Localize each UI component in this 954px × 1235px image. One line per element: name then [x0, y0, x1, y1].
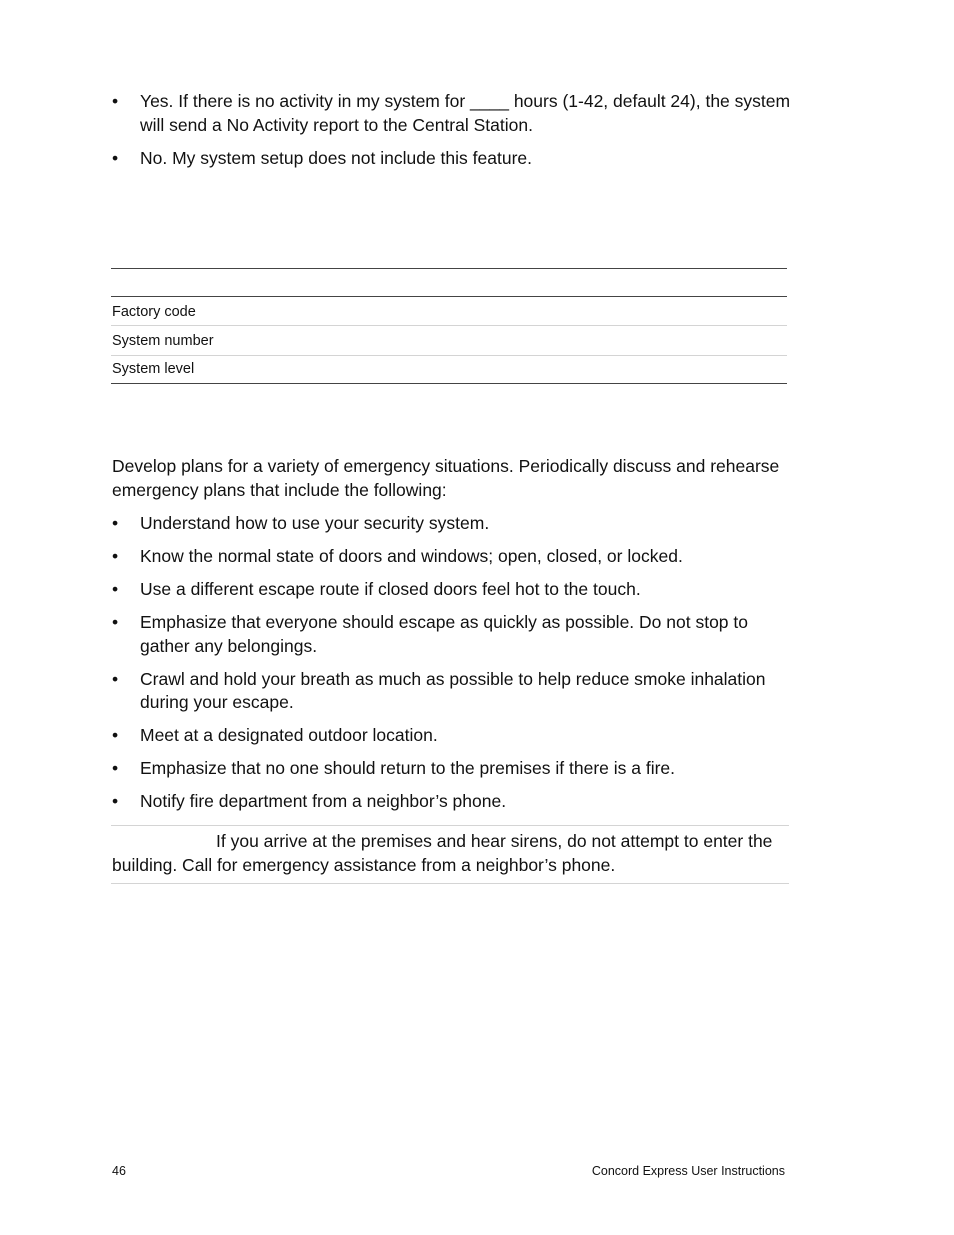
table-row-divider — [111, 355, 787, 356]
note-bottom-rule — [111, 883, 789, 884]
list-item — [112, 724, 792, 748]
emergency-plan-list — [112, 512, 792, 823]
bullet-icon: • — [112, 546, 119, 566]
list-item-text: Emphasize that no one should return to the premises if there is a fire. — [140, 758, 676, 778]
bullet-icon: • — [112, 791, 119, 811]
table-row-divider — [111, 325, 787, 326]
list-item-text: Understand how to use your security system. — [140, 513, 490, 533]
list-item-text: Use a different escape route if closed doors feel hot to the touch. — [140, 579, 641, 599]
inactivity-option-text: Yes. If there is no activity in my system for ____ hours (1-42, default 24), the system will send a No Activity report to the Central Station. — [140, 91, 791, 135]
list-item-text: Emphasize that everyone should escape as quickly as possible. Do not stop to gather any belongings. — [140, 612, 748, 656]
bullet-icon: • — [112, 147, 119, 168]
inactivity-option-text: No. My system setup does not include this feature. — [140, 147, 532, 168]
table-row-system-number: System number — [112, 333, 214, 349]
list-item — [112, 757, 792, 781]
bullet-icon: • — [112, 513, 119, 533]
note-top-rule — [111, 825, 789, 826]
list-item — [112, 512, 792, 536]
table-bottom-rule — [111, 383, 787, 384]
inactivity-option-yes — [112, 90, 792, 137]
list-item-text: Meet at a designated outdoor location. — [140, 725, 438, 745]
bullet-icon: • — [112, 725, 119, 745]
document-title: Concord Express User Instructions — [591, 1164, 785, 1178]
emergency-intro: Develop plans for a variety of emergency situations. Periodically discuss and rehearse emergency plans that include the following: — [112, 456, 780, 500]
list-item — [112, 790, 792, 814]
bullet-icon: • — [112, 91, 119, 111]
list-item-text: Crawl and hold your breath as much as possible to help reduce smoke inhalation during your escape. — [140, 668, 766, 712]
inactivity-option-list — [112, 90, 792, 180]
siren-note: If you arrive at the premises and hear sirens, do not attempt to enter the building. Call for emergency assistance from a neighbor’s phone. — [112, 831, 773, 875]
list-item-text: Notify fire department from a neighbor’s phone. — [140, 791, 507, 811]
list-item — [112, 578, 792, 602]
table-row-factory-code: Factory code — [112, 304, 196, 320]
table-row-system-level: System level — [112, 361, 195, 377]
inactivity-option-no — [112, 147, 792, 171]
bullet-icon: • — [112, 668, 119, 689]
bullet-icon: • — [112, 579, 119, 599]
list-item — [112, 611, 792, 658]
list-item — [112, 545, 792, 569]
page-number: 46 — [112, 1164, 126, 1178]
table-header-rule — [111, 296, 787, 297]
table-top-rule — [111, 268, 787, 269]
list-item-text: Know the normal state of doors and windows; open, closed, or locked. — [140, 546, 683, 566]
list-item — [112, 668, 792, 715]
bullet-icon: • — [112, 612, 119, 632]
bullet-icon: • — [112, 758, 119, 778]
